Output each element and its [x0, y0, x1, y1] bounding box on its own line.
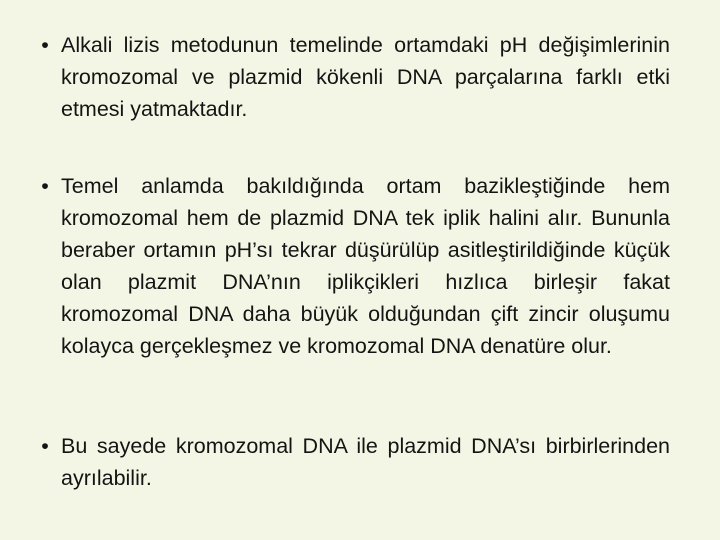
bullet-icon: •	[41, 174, 49, 198]
bullet-item-ph-effect	[41, 170, 670, 362]
bullet-text: Temel anlamda bakıldığında ortam bazikleştiğinde hem kromozomal hem de plazmid DNA tek iplik halini alır. Bununla beraber ortamın pH’sı tekrar düşürülüp asitleştirildiğinde küçük olan plazmit DNA’nın iplikçikleri hızlıca birleşir fakat kromozomal DNA daha büyük olduğundan çift zincir oluşumu kolayca gerçekleşmez ve kromozomal DNA denatüre olur.	[61, 174, 670, 358]
bullet-text: Alkali lizis metodunun temelinde ortamdaki pH değişimlerinin kromozomal ve plazmid kökenli DNA parçalarına farklı etki etmesi yatmaktadır.	[61, 33, 670, 121]
bullet-icon: •	[41, 434, 49, 458]
bullet-icon: •	[41, 33, 49, 57]
bullet-item-separation	[41, 430, 670, 494]
bullet-text: Bu sayede kromozomal DNA ile plazmid DNA’sı birbirlerinden ayrılabilir.	[61, 434, 670, 490]
bullet-item-alkali-lysis	[41, 29, 670, 125]
